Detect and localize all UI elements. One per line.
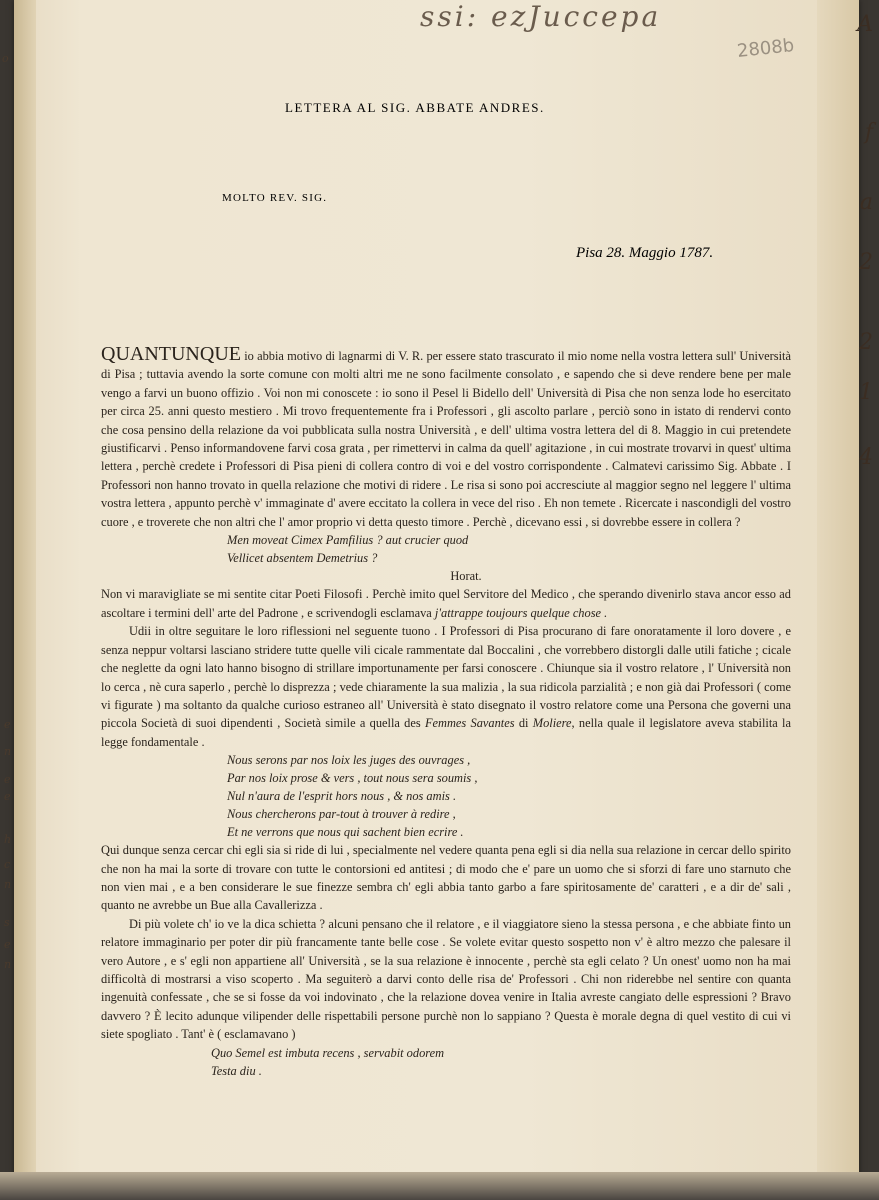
verse-quote: Men moveat Cimex Pamfilius ? aut crucier quod Vellicet absentem Demetrius ? <box>227 533 469 566</box>
paragraph: QUANTUNQUE io abbia motivo di lagnarmi di V. R. per essere stato trascurato il mio nome nella vostra lettera sull' Università di Pisa ; tuttavia avendo la sorte comune con molti altri me ne sono facilmente consolato , e sapendo che si deve rendere bene per male vengo a farvi un buono offizio . Voi non mi conoscete : io sono il Pesel li Bidello dell' Università di Pisa che non senza lode ho esercitato per circa 25. anni questo mestiero . Mi trovo frequentemente fra i Professori , gli ascolto parlare , perciò sono in istato di rendervi conto che cosa pensino della relazione da voi pubblicata sulla nostra Università , e dell' ultima vostra lettera del di 8. Maggio in cui pretendete giustificarvi . Penso informandovene farvi cosa grata , per rimettervi in calma da quell' agitazione , in cui mostrate trovarvi in quest' ultima lettera , perchè credete i Professori di Pisa pieni di collera contro di voi e del vostro corrispondente . Calmatevi carissimo Sig. Abbate . I Professori non hanno trovato in quella relazione che motivi di ridere . Le risa si sono poi accresciute al maggior segno nel leggere l' ultima vostra lettera , appunto perchè v' immaginate d' avere eccitato la collera in vece del riso . Eh non temete . Ricercate i nascondigli del vostro cuore , e troverete che non altri che l' amor proprio vi detta questo timore . Perchè , dicevano essi , si dovrebbe essere in collera ? <box>101 343 791 529</box>
top-handwriting: ssi: ezJuccepa <box>420 0 662 33</box>
paragraph: Qui dunque senza cercar chi egli sia si ride di lui , specialmente nel vedere quanta pena egli si dia nella sua relazione in cercar dello spirito che non ha mai la sorte di trovare con tutte le contorsioni ed antitesi ; di modo che e' pare un uomo che si sforzi di fare uno starnuto che non vien mai , e a ben considerare le sue finezze sembra ch' egli abbia tanto garbo a fare spiritosamente de' caratteri , e a dir de' sali , quanto ne avrebbe un Bue alla Cavallerizza . <box>101 843 791 913</box>
verse-quote: Quo Semel est imbuta recens , servabit odorem Testa diu . <box>211 1045 445 1078</box>
verse-quote: Nous serons par nos loix les juges des ouvrages , Par nos loix prose & vers , tout nous sera soumis , Nul n'aura de l'esprit hors nous , & nos amis . Nous chercherons par-tout à trouver à redire , Et ne verrons que nous qui sachent bien ecrire . <box>227 753 478 840</box>
verse-source: Horat. <box>450 569 482 584</box>
letter-body <box>101 345 791 1080</box>
paragraph: Non vi maravigliate se mi sentite citar Poeti Filosofi . Perchè imito quel Servitore del Medico , che sperando divenirlo stava ancor esso ad ascoltare i termini dell' arte del Padrone , e scrivendogli esclamava j'attrappe toujours quelque chose . <box>101 587 791 620</box>
letter-title: LETTERA AL SIG. ABBATE ANDRES. <box>285 100 545 115</box>
opening-word: QUANTUNQUE <box>101 343 241 365</box>
bottom-edge-shadow <box>0 1172 879 1200</box>
catalog-number: 2808b <box>736 35 796 62</box>
letter-dateline: Pisa 28. Maggio 1787. <box>576 245 714 261</box>
paragraph: Udii in oltre seguitare le loro riflessioni nel seguente tuono . I Professori di Pisa procurano di fare onoratamente il loro dovere , e senza neppur voltarsi lasciano stridere tutte quelle vili cicale rammentate dal Boccalini , che vorrebbero distorgli dalle utili fatiche ; cicale che neglette da ogni lato hanno bisogno di strillare importunamente per farsi conoscere . Chiunque sia il vostro relatore , l' Università non lo cerca , nè cura saperlo , perchè lo disprezza ; vede chiaramente la sua malizia , la sua ridicola parzialità ; e non già dai Professori ( come vi figurate ) ma soltanto da qualche curioso estraneo all' Università è stato disegnato il vostro relatore come una Persona che governi una piccola Società di suoi dipendenti , Società simile a quella des Femmes Savantes di Moliere, nella quale il legislatore aveva stabilita la legge fondamentale . <box>101 624 791 749</box>
letter-salutation: MOLTO REV. SIG. <box>222 192 328 204</box>
paragraph: Di più volete ch' io ve la dica schietta ? alcuni pensano che il relatore , e il viaggiatore sieno la stessa persona , e che abbiate finto un relatore immaginario per poter dir più francamente tante belle cose . Se volete evitar questo sospetto non v' è altro mezzo che palesare il vero Autore , e s' egli non appartiene all' Università , se la sua relazione è innocente , perchè sta egli celato ? Un onest' uomo non ha mai difficoltà di mostrarsi a viso scoperto . Ma seguiterò a darvi conto delle risa de' Professori . Chi non riderebbe nel sentire con quanta ingenuità confessate , che se si fosse da voi indovinato , che la relazione dovea venire in Italia avreste cangiato delle espressioni ? Bravo davvero ? È lecito adunque vilipender delle rispettabili persone purchè non lo sappiano ? Questa è morale degna di quel vestito di cui vi siete spogliato . Tant' è ( esclamavano ) <box>101 916 791 1042</box>
left-binding-edge <box>14 0 36 1178</box>
right-page-edge <box>817 0 859 1178</box>
